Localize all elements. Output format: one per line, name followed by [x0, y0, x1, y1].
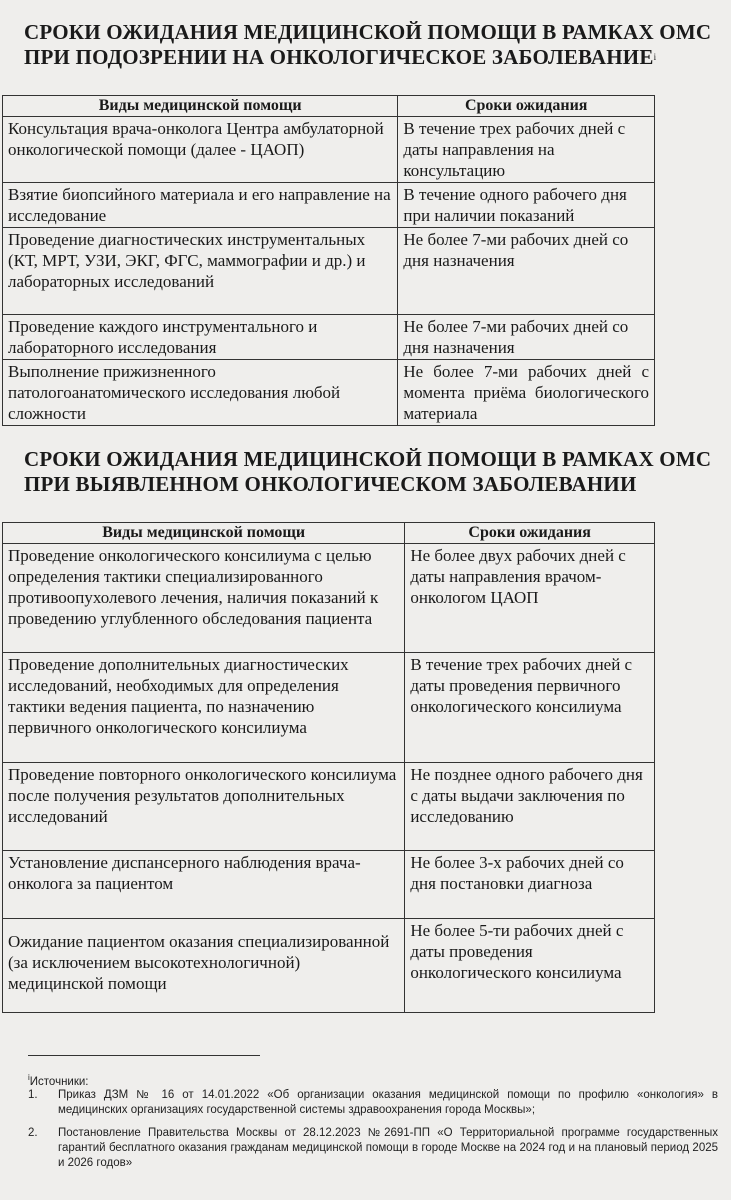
- section2-title-line2: ПРИ ВЫЯВЛЕННОМ ОНКОЛОГИЧЕСКОМ ЗАБОЛЕВАНИИ: [24, 472, 637, 496]
- cell-term: Не более 7-ми рабочих дней со дня назначения: [398, 315, 655, 360]
- table-row: [3, 544, 655, 653]
- cell-term: Не более 7-ми рабочих дней со дня назначения: [398, 228, 655, 315]
- source-number: 1.: [28, 1089, 38, 1101]
- cell-type: Проведение повторного онкологического консилиума после получения результатов дополнительных исследований: [3, 763, 405, 851]
- cell-term: Не позднее одного рабочего дня с даты выдачи заключения по исследованию: [405, 763, 655, 851]
- section1-title-line2: ПРИ ПОДОЗРЕНИИ НА ОНКОЛОГИЧЕСКОЕ ЗАБОЛЕВАНИЕ$^i$: [24, 45, 657, 69]
- cell-term: В течение трех рабочих дней с даты проведения первичного онкологического консилиума: [405, 653, 655, 763]
- footnote-divider: [28, 1055, 260, 1056]
- header-term: Сроки ожидания: [398, 96, 655, 117]
- table-row: [3, 228, 655, 315]
- cell-term: В течение одного рабочего дня при наличии показаний: [398, 183, 655, 228]
- cell-type: Проведение дополнительных диагностических исследований, необходимых для определения тактики ведения пациента, по назначению первичного онкологического консилиума: [3, 653, 405, 763]
- cell-type: Проведение каждого инструментального и лабораторного исследования: [3, 315, 398, 360]
- cell-type: Проведение диагностических инструментальных (КТ, МРТ, УЗИ, ЭКГ, ФГС, маммографии и др.) и лабораторных исследований: [3, 228, 398, 315]
- table-row: [3, 653, 655, 763]
- table-suspicion: [2, 95, 655, 426]
- source-item: [28, 1126, 718, 1171]
- cell-term: Не более 3-х рабочих дней со дня постановки диагноза: [405, 851, 655, 919]
- section1-title-line1: СРОКИ ОЖИДАНИЯ МЕДИЦИНСКОЙ ПОМОЩИ В РАМКАХ ОМС: [24, 20, 712, 44]
- header-type: Виды медицинской помощи: [3, 96, 398, 117]
- cell-type: Установление диспансерного наблюдения врача-онколога за пациентом: [3, 851, 405, 919]
- cell-type: Выполнение прижизненного патологоанатомического исследования любой сложности: [3, 360, 398, 426]
- section2-title: [24, 447, 714, 497]
- sources-heading: $^i$Источники:: [28, 1073, 89, 1088]
- section1-title: [24, 20, 714, 70]
- table-header: [3, 523, 655, 544]
- table-row: [3, 183, 655, 228]
- cell-term: Не более двух рабочих дней с даты направления врачом-онкологом ЦАОП: [405, 544, 655, 653]
- source-number: 2.: [28, 1127, 38, 1139]
- cell-type: Проведение онкологического консилиума с целью определения тактики специализированного противоопухолевого лечения, наличия показаний к проведению углубленного обследования пациента: [3, 544, 405, 653]
- cell-term: Не более 7-ми рабочих дней с момента приёма биологического материала: [398, 360, 655, 426]
- footnote-mark: i: [653, 52, 657, 62]
- cell-type: Консультация врача-онколога Центра амбулаторной онкологической помощи (далее - ЦАОП): [3, 117, 398, 183]
- table-row: [3, 919, 655, 1013]
- cell-type: Ожидание пациентом оказания специализированной (за исключением высокотехнологичной) медицинской помощи: [3, 919, 405, 1013]
- section2-title-line1: СРОКИ ОЖИДАНИЯ МЕДИЦИНСКОЙ ПОМОЩИ В РАМКАХ ОМС: [24, 447, 712, 471]
- cell-term: В течение трех рабочих дней с даты направления на консультацию: [398, 117, 655, 183]
- table-row: [3, 315, 655, 360]
- source-text: Постановление Правительства Москвы от 28.12.2023 №2691-ПП «О Территориальной программе государственных гарантий бесплатного оказания гражданам медицинской помощи в городе Москве на 2024 год и на плановый период 2025 и 2026 годов»: [58, 1127, 718, 1169]
- header-type: Виды медицинской помощи: [3, 523, 405, 544]
- sources-mark: i: [28, 1073, 30, 1082]
- cell-term: Не более 5-ти рабочих дней с даты проведения онкологического консилиума: [405, 919, 655, 1013]
- source-item: [28, 1088, 718, 1118]
- table-row: [3, 763, 655, 851]
- table-header: [3, 96, 655, 117]
- source-text: Приказ ДЗМ № 16 от 14.01.2022 «Об организации оказания медицинской помощи по профилю «онкология» в медицинских организациях государственной системы здравоохранения города Москвы»;: [58, 1089, 718, 1116]
- table-row: [3, 117, 655, 183]
- table-detected: [2, 522, 655, 1013]
- table-row: [3, 360, 655, 426]
- table-row: [3, 851, 655, 919]
- cell-type: Взятие биопсийного материала и его направление на исследование: [3, 183, 398, 228]
- header-term: Сроки ожидания: [405, 523, 655, 544]
